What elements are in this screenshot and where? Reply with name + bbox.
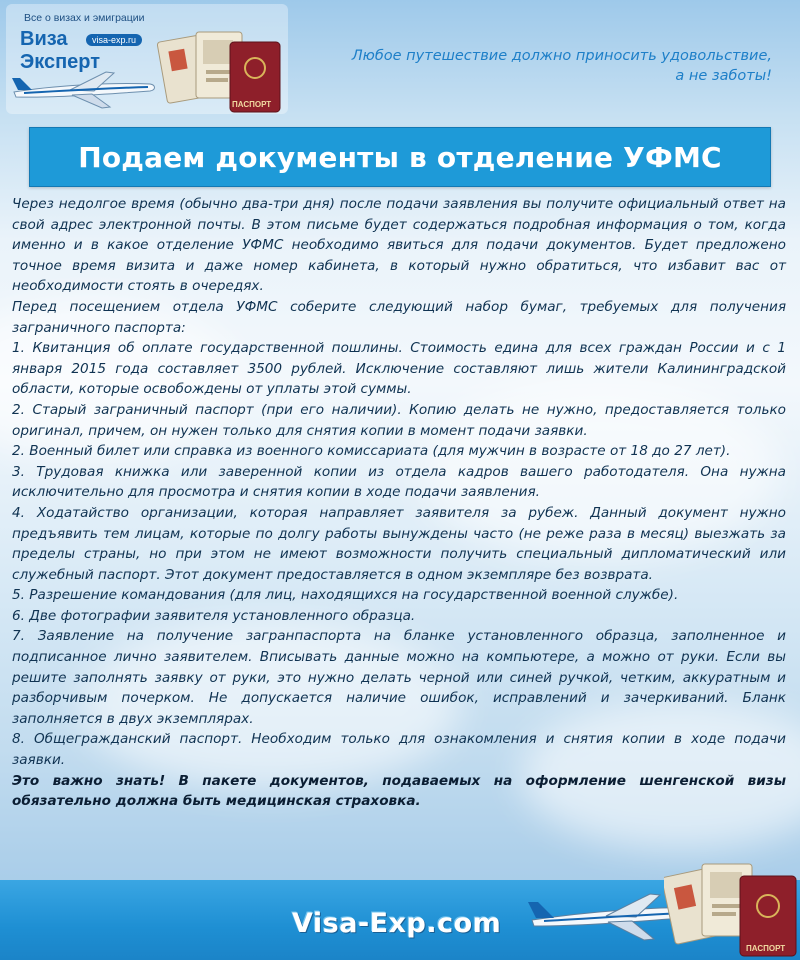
footer-logo[interactable]: Visa-Exp.com bbox=[292, 908, 502, 939]
page-title-banner bbox=[29, 127, 771, 187]
article-paragraph: Перед посещением отдела УФМС соберите следующий набор бумаг, требуемых для получения заграничного паспорта: bbox=[12, 298, 786, 336]
site-footer bbox=[0, 880, 800, 960]
page-title: Подаем документы в отделение УФМС bbox=[78, 140, 722, 174]
list-item: 8. Общегражданский паспорт. Необходим только для ознакомления и снятия копии в ходе подачи заявки. bbox=[12, 731, 786, 769]
list-item: 5. Разрешение командования (для лиц, находящихся на государственной военной службе). bbox=[12, 587, 679, 604]
airplane-icon bbox=[10, 66, 160, 110]
list-item: 2. Старый заграничный паспорт (при его наличии). Копию делать не нужно, предоставляется только оригинал, причем, он нужен только для снятия копии в момент подачи заявки. bbox=[12, 401, 786, 439]
passport-label: ПАСПОРТ bbox=[746, 944, 786, 953]
brand-name-line1: Виза bbox=[20, 28, 68, 50]
site-tagline: Все о визах и эмиграции bbox=[24, 12, 145, 24]
list-item: 3. Трудовая книжка или заверенной копии из отдела кадров вашего работодателя. Она нужна исключительно для просмотра и снятия копии в ходе подачи заявления. bbox=[12, 463, 786, 501]
site-logo[interactable] bbox=[6, 4, 288, 114]
brand-name-line2: Эксперт bbox=[20, 51, 101, 73]
list-item: 7. Заявление на получение загранпаспорта на бланке установленного образца, заполненное и подписанное лично заявителем. Вписывать данные можно на компьютере, а можно от руки. Если вы решите заполнять заявку от руки, это нужно делать черной или синей ручкой, четким, аккуратным и разборчивым почерком. Не допускается наличие ошибок, исправлений и зачеркиваний. Бланк заполняется в двух экземплярах. bbox=[12, 628, 786, 727]
important-note: Это важно знать! В пакете документов, подаваемых на оформление шенгенской визы обязательно должна быть медицинская страховка. bbox=[12, 772, 786, 810]
article-body bbox=[12, 194, 786, 812]
slogan-line2: а не заботы! bbox=[675, 68, 772, 84]
list-item: 6. Две фотографии заявителя установленного образца. bbox=[12, 607, 416, 624]
passport-documents-icon bbox=[664, 858, 800, 958]
site-slogan bbox=[352, 46, 772, 86]
site-header bbox=[0, 0, 800, 120]
list-item: 2. Военный билет или справка из военного комиссариата (для мужчин в возрасте от 18 до 27 лет). bbox=[12, 443, 731, 460]
list-item: 1. Квитанция об оплате государственной пошлины. Стоимость едина для всех граждан России и с 1 января 2015 года составляет 3500 рублей. Исключение составляют лишь жители Калининградской области, которые освобождены от уплаты этой суммы. bbox=[12, 340, 786, 398]
passport-label: ПАСПОРТ bbox=[232, 100, 272, 109]
slogan-line1: Любое путешествие должно приносить удовольствие, bbox=[351, 48, 772, 64]
list-item: 4. Ходатайство организации, которая направляет заявителя за рубеж. Данный документ нужно предъявить тем лицам, которые по долгу работы вынуждены часто (не реже раза в месяц) выезжать за пределы страны, но при этом не имеют возможности получить специальный дипломатический или служебный паспорт. Этот документ предоставляется в одном экземпляре без возврата. bbox=[12, 504, 786, 583]
brand-url-badge: visa-exp.ru bbox=[86, 34, 142, 46]
article-paragraph: Через недолгое время (обычно два-три дня) после подачи заявления вы получите официальный ответ на свой адрес электронной почты. В этом письме будет содержаться подробная информация о том, когда именно и в какое отделение УФМС необходимо явиться для подачи документов. Будет предложено точное время визита и даже номер кабинета, в который нужно обратиться, что избавит вас от необходимости стоять в очередях. bbox=[12, 196, 786, 295]
